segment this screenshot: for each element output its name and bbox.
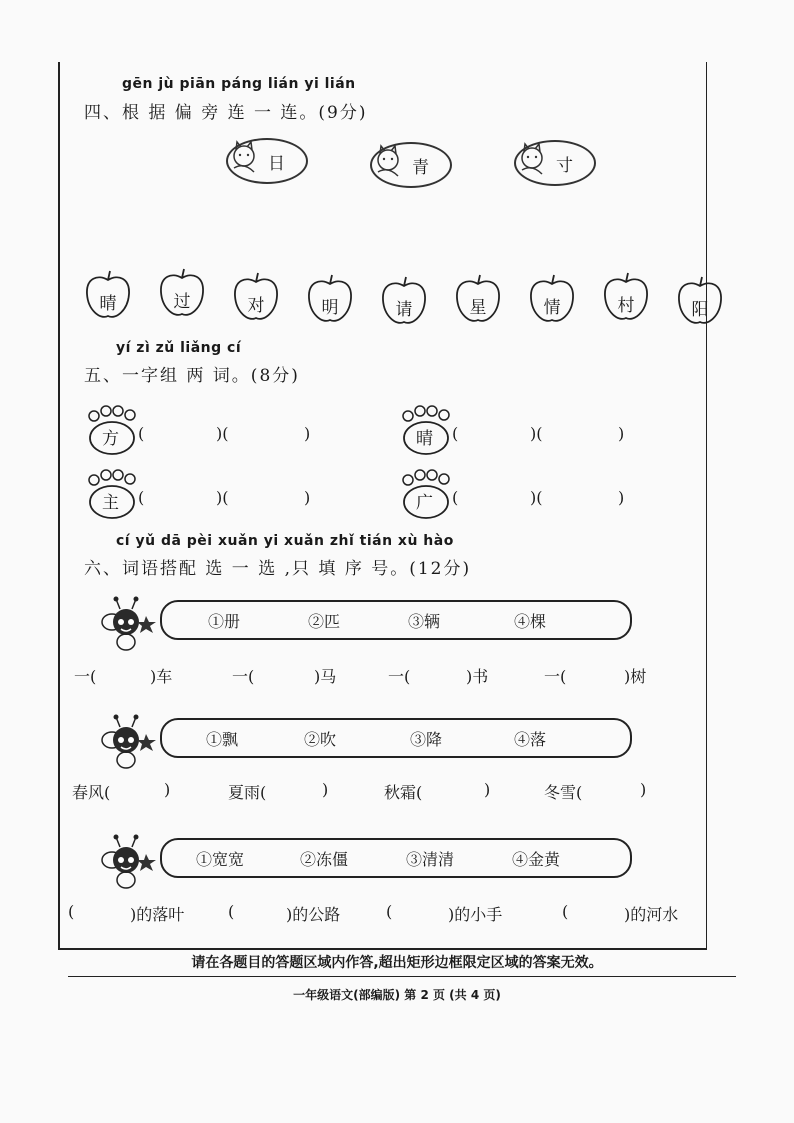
match-prefix[interactable]: 一(: [544, 667, 567, 686]
word-char: 广: [416, 493, 433, 513]
cat-icon: [370, 142, 406, 186]
option-label: ①宽宽: [196, 850, 245, 869]
option-label: ④落: [514, 730, 547, 749]
word-blank[interactable]: ): [618, 424, 625, 443]
match-prefix[interactable]: 春风(: [72, 783, 111, 802]
section5-pinyin: yí zì zǔ liǎng cí: [116, 340, 242, 356]
section5-title: 五、一字组 两 词。(8分): [84, 366, 300, 386]
match-suffix: )书: [466, 667, 489, 686]
apple-card: [602, 278, 650, 324]
apple-char: 明: [321, 298, 339, 318]
match-suffix: )车: [150, 667, 173, 686]
apple-char: 晴: [99, 294, 117, 314]
radical-char: 青: [412, 158, 429, 178]
apple-card: [158, 274, 206, 320]
notice-text: 请在各题目的答题区域内作答,超出矩形边框限定区域的答案无效。: [191, 955, 603, 971]
options-pill: [160, 600, 632, 640]
footprint-card: [398, 468, 458, 520]
option-label: ③辆: [408, 612, 441, 631]
apple-char: 星: [469, 298, 487, 318]
section4-title: 四、根 据 偏 旁 连 一 连。(9分): [84, 103, 368, 123]
match-prefix[interactable]: 一(: [74, 667, 97, 686]
word-blank[interactable]: ): [304, 424, 311, 443]
apple-char: 阳: [691, 300, 709, 320]
notice-rule: [68, 976, 736, 977]
apple-card: [232, 278, 280, 324]
match-prefix[interactable]: 夏雨(: [228, 783, 267, 802]
radical-bubble-2: [370, 142, 452, 188]
match-prefix[interactable]: 一(: [388, 667, 411, 686]
option-label: ①册: [208, 612, 241, 631]
apple-card: [676, 282, 724, 328]
word-blank[interactable]: (: [138, 424, 145, 443]
section4-pinyin: gēn jù piān páng lián yi lián: [122, 76, 356, 92]
radical-char: 日: [268, 154, 285, 174]
match-suffix: ): [164, 780, 171, 799]
word-blank[interactable]: )(: [530, 424, 543, 443]
options-pill: [160, 718, 632, 758]
apple-char: 请: [395, 300, 413, 320]
apple-card: [380, 282, 428, 328]
option-label: ③清清: [406, 850, 455, 869]
word-blank[interactable]: )(: [530, 488, 543, 507]
section6-pinyin: cí yǔ dā pèi xuǎn yi xuǎn zhǐ tián xù hào: [116, 533, 454, 549]
match-suffix: )马: [314, 667, 337, 686]
bee-icon: [96, 594, 156, 650]
match-prefix[interactable]: 一(: [232, 667, 255, 686]
match-suffix: )的落叶: [130, 905, 185, 924]
apple-card: [306, 280, 354, 326]
page-footer: 一年级语文(部编版) 第 2 页 (共 4 页): [293, 988, 501, 1002]
option-label: ②吹: [304, 730, 337, 749]
answer-area-frame: [58, 62, 707, 950]
apple-card: [528, 280, 576, 326]
word-blank[interactable]: ): [618, 488, 625, 507]
option-label: ①飘: [206, 730, 239, 749]
bee-icon: [96, 712, 156, 768]
match-suffix: ): [640, 780, 647, 799]
section6-title: 六、词语搭配 选 一 选 ,只 填 序 号。(12分): [84, 559, 472, 579]
cat-icon: [226, 138, 262, 182]
match-prefix[interactable]: (: [228, 902, 235, 921]
options-pill: [160, 838, 632, 878]
match-suffix: )的小手: [448, 905, 503, 924]
match-suffix: ): [484, 780, 491, 799]
word-char: 方: [102, 429, 119, 449]
word-blank[interactable]: (: [452, 424, 459, 443]
option-label: ③降: [410, 730, 443, 749]
apple-char: 村: [617, 296, 635, 316]
bee-icon: [96, 832, 156, 888]
footprint-card: [398, 404, 458, 456]
match-prefix[interactable]: 秋霜(: [384, 783, 423, 802]
cat-icon: [514, 140, 550, 184]
apple-card: [84, 276, 132, 322]
word-blank[interactable]: (: [452, 488, 459, 507]
match-prefix[interactable]: 冬雪(: [544, 783, 583, 802]
match-suffix: )树: [624, 667, 647, 686]
option-label: ②冻僵: [300, 850, 349, 869]
option-label: ②匹: [308, 612, 341, 631]
apple-char: 情: [543, 298, 561, 318]
word-blank[interactable]: ): [304, 488, 311, 507]
match-suffix: ): [322, 780, 329, 799]
match-prefix[interactable]: (: [386, 902, 393, 921]
radical-char: 寸: [556, 156, 573, 176]
apple-card: [454, 280, 502, 326]
word-blank[interactable]: )(: [216, 424, 229, 443]
match-prefix[interactable]: (: [562, 902, 569, 921]
radical-bubble-1: [226, 138, 308, 184]
word-blank[interactable]: (: [138, 488, 145, 507]
apple-char: 对: [247, 296, 265, 316]
option-label: ④棵: [514, 612, 547, 631]
match-suffix: )的公路: [286, 905, 341, 924]
match-suffix: )的河水: [624, 905, 679, 924]
word-blank[interactable]: )(: [216, 488, 229, 507]
footprint-card: [84, 468, 144, 520]
word-char: 主: [102, 493, 119, 513]
apple-char: 过: [173, 292, 191, 312]
option-label: ④金黄: [512, 850, 561, 869]
footprint-card: [84, 404, 144, 456]
radical-bubble-3: [514, 140, 596, 186]
match-prefix[interactable]: (: [68, 902, 75, 921]
word-char: 晴: [416, 429, 433, 449]
